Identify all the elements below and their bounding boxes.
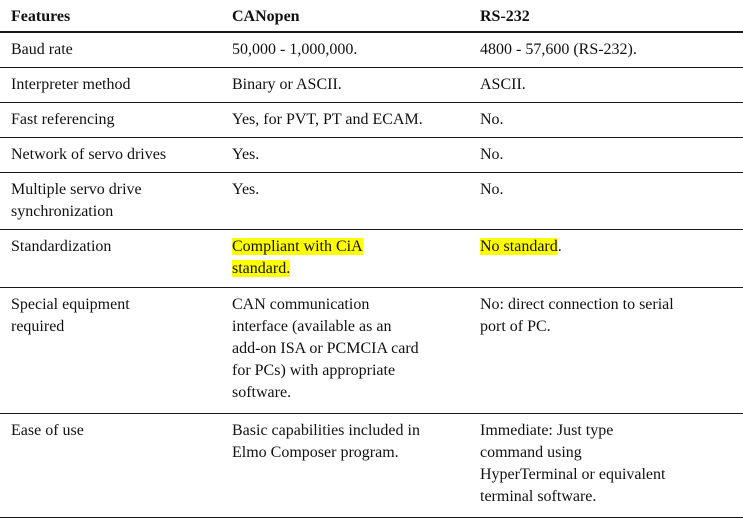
header-canopen: CANopen [232,8,300,25]
row-canopen-value: Yes, for PVT, PT and ECAM. [232,111,423,128]
row-feature: Multiple servo drive synchronization [11,181,142,220]
table-row-baud-rate [0,33,743,68]
row-canopen-value: Basic capabilities included in Elmo Composer program. [232,422,420,461]
row-feature: Network of servo drives [11,146,167,163]
row-canopen-value: 50,000 - 1,000,000. [232,41,358,58]
row-feature: Special equipment required [11,296,130,335]
header-features: Features [11,8,71,25]
table-row-interpreter-method [0,68,743,103]
row-rs232-value: 4800 - 57,600 (RS-232). [480,41,637,58]
table-header-row [0,0,743,33]
row-canopen-value: Yes. [232,181,260,198]
row-rs232-value [480,236,738,258]
table-row-network-of-servo-drives [0,138,743,173]
table-row-ease-of-use [0,414,743,518]
highlighted-text: Compliant with CiA standard. [232,238,363,277]
row-rs232-value: ASCII. [480,76,526,93]
table-row-multiple-servo-sync [0,173,743,230]
header-rs232: RS-232 [480,8,530,25]
trailing-period: . [557,238,562,255]
table-row-standardization [0,230,743,288]
row-feature: Baud rate [11,41,73,58]
row-rs232-value: No. [480,146,504,163]
table-row-special-equipment [0,288,743,414]
row-feature: Fast referencing [11,111,115,128]
row-rs232-value: No. [480,111,504,128]
highlighted-text: No standard [480,238,558,255]
row-feature: Standardization [11,238,112,255]
row-canopen-value [232,236,470,280]
table-row-fast-referencing [0,103,743,138]
row-canopen-value: Binary or ASCII. [232,76,342,93]
row-rs232-value: No. [480,181,504,198]
row-feature: Ease of use [11,422,84,439]
row-rs232-value: No: direct connection to serial port of PC. [480,296,674,335]
row-feature: Interpreter method [11,76,131,93]
row-canopen-value: CAN communication interface (available as an add-on ISA or PCMCIA card for PCs) with appropriate software. [232,296,419,401]
row-rs232-value: Immediate: Just type command using HyperTerminal or equivalent terminal software. [480,422,666,505]
row-canopen-value: Yes. [232,146,260,163]
